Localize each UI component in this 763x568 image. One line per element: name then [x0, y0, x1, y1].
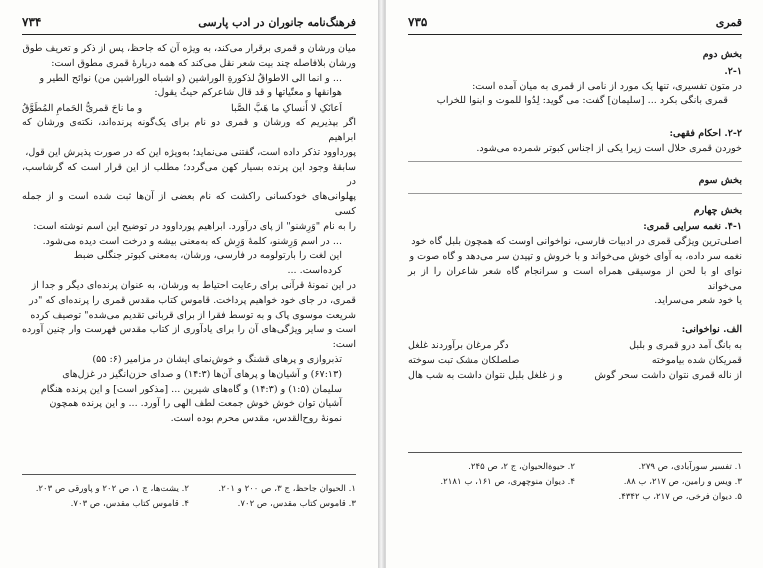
verse-second-hemistich: و ما ناحَ قمریُّ الحَمامِ المُطَوَّقُ: [22, 103, 143, 115]
verse-first-hemistich: قمریکان شده بیاموخته: [651, 354, 742, 366]
verse-first-hemistich: از ناله قمری نتوان داشت سحر گوش: [594, 369, 742, 381]
left-page-number: ۷۳۴: [22, 15, 42, 29]
quote-line: این لغت را بارتولومه در فارسی، ورشان، به‌معنی کبوتر جنگلی ضبط: [73, 250, 342, 262]
paragraph-line: اگر بپذیریم که ورشان و قمری دو نام برای یک‌گونه پرنده‌اند، نکته‌ی ورشان که ابراهیم: [22, 117, 356, 143]
footnote: ۴. قاموس کتاب مقدس، ص ۷۰۳.: [70, 499, 189, 509]
subsection-heading: ۴-۱. نغمه سرایی قمری:: [643, 221, 742, 233]
paragraph-line: در این نمونهٔ قرآنی برای رعایت احتیاط به ورشان، به عنوان پرنده‌ای دیگر و جدا از: [31, 279, 356, 291]
footnote: ۱. تفسیر سورآبادی، ص ۲۷۹.: [638, 462, 742, 472]
footnote: ۴. دیوان منوچهری، ص ۱۶۱، ب ۲۱۸۱.: [440, 477, 575, 487]
section-heading: بخش دوم: [702, 49, 742, 60]
footnote: ۵. دیوان فرخی، ص ۲۱۷، ب ۴۳۴۲.: [618, 492, 742, 502]
paragraph-line: خوردن قمری حلال است زیرا یکی از اجناس کبوتر شمرده می‌شود.: [476, 142, 742, 154]
left-page-body: [22, 42, 356, 427]
quote-line: قمری بانگی بکرد ... [سلیمان] گفت: می گوید: لِدُوا للموت و ابنوا للخراب: [436, 95, 728, 107]
footnote: ۳. قاموس کتاب مقدس، ص ۷۰۲.: [237, 499, 356, 509]
quote-line: ... و انما الی الاطواقُ لذکورةِ الوراشین (و اشباه الوراشین من) نوائح الطیر و: [39, 72, 342, 84]
paragraph-line: شریعت موسوی پاک و به توسط فقرا از برای قربانی تقدیم می‌شده" توصیف کرده: [30, 309, 356, 321]
paragraph-line: است و سایر ویژگی‌های آن را برای یادآوری از کتاب مقدس فهرست وار چنین آورده است:: [22, 324, 356, 351]
quote-line: نمونهٔ روح‌القدس، مقدس محرم بوده است.: [170, 413, 342, 425]
section-divider: [408, 193, 742, 194]
verse-second-hemistich: صلصلکان مشک تبت سوخته: [408, 354, 520, 366]
paragraph-line: سابقهٔ وجود این پرنده بسیار کهن می‌گردد؛ مطلب از این قرار است که گرشاسب، در: [22, 161, 356, 188]
right-page-running-title: قمری: [715, 16, 742, 29]
paragraph-line: را به نام "وَرِشنو" از پای درآورد. ابراهیم پورداوود در توضیح این اسم نوشته است:: [33, 220, 356, 232]
verse-second-hemistich: و ز غلغل بلبل نتوان داشت به شب هال: [408, 369, 563, 381]
quote-line: کرده‌است. ...: [287, 265, 342, 277]
paragraph-line: قمری، در جای خود خواهیم پرداخت. قاموس کتاب مقدس قمری را پرنده‌ای که "در: [29, 294, 356, 306]
quote-line: (۶۷:۱۳) و آشیان‌ها و پرهای آن‌ها (۱۴:۳) و صدای حزن‌انگیز در غزل‌های: [62, 368, 342, 380]
left-page: [0, 0, 379, 568]
arabic-verse: [22, 101, 356, 116]
paragraph-line: میان ورشان و قمری برقرار می‌کند، به ویژه آن که جاحظ، پس از ذکر و تعریف طوق: [22, 43, 356, 54]
paragraph-line: یا خود شعر می‌سراید.: [654, 295, 742, 307]
verse-second-hemistich: دگر مرغان برآوردند غلغل: [408, 339, 509, 351]
subsection-heading: الف. نواخوانی:: [681, 324, 742, 336]
section-heading: بخش چهارم: [693, 204, 742, 216]
right-page-header: [408, 12, 742, 35]
paragraph-line: نوای او با لحن از موسیقی همراه است و سرانجام گاه شعر شاعران را از بر می‌خواند: [408, 265, 742, 292]
left-footnotes: [22, 482, 356, 512]
right-page-number: ۷۳۵: [408, 15, 428, 29]
persian-verse: [408, 338, 742, 353]
footnote: ۲. حیوةالحیوان، ج ۲، ص ۲۴۵.: [468, 462, 575, 472]
section-divider: [408, 161, 742, 162]
right-page-body: [408, 42, 742, 383]
subsection-heading: ۲-۲. احکام فقهی:: [669, 128, 742, 140]
paragraph-line: در متون تفسیری، تنها یک مورد از نامی از قمری به میان آمده است:: [472, 80, 742, 92]
left-page-header: [22, 12, 356, 35]
right-footnote-rule: [408, 452, 742, 453]
paragraph-line: پهلوانی‌های خودکسانی راکشت که نام بعضی از آن‌ها ثبت شده است و از جمله کسی: [22, 191, 356, 217]
section-heading: بخش سوم: [698, 174, 742, 186]
footnote: ۳. ویس و رامین، ص ۲۱۷، ب ۸۸.: [623, 477, 742, 487]
verse-first-hemistich: اَعانَکِ لا أَنساکِ ما هَبَّ الصَّبا: [231, 103, 342, 115]
paragraph-line: نغمه سر داده، به آوای خوش می‌خواند و با خروش و تپیدن سر می‌دهد و گاه صوت و: [409, 250, 742, 262]
quote-line: تذبروازی و پرهای قشنگ و خوش‌نمای ایشان در مزامیر (۶: ۵۵): [92, 353, 342, 365]
left-footnote-rule: [22, 474, 356, 475]
paragraph-line: ورشان بلافاصله چند بیت شعر نقل می‌کند که همه دربارهٔ قمری مطوق است:: [51, 57, 356, 69]
persian-verse: [408, 353, 742, 368]
book-gutter: [378, 0, 385, 568]
quote-line: سلیمان (۱:۵) و (۱۴:۳) و گاه‌های شیرین ... [مذکور است] و این پرنده هنگام: [40, 383, 342, 395]
right-page: [385, 0, 763, 568]
footnote: ۱. الحیوان جاحظ، ج ۳، ص ۲۰۰ و ۲۰۱.: [218, 484, 356, 494]
left-page-running-title: فرهنگ‌نامه جانوران در ادب پارسی: [198, 16, 356, 29]
quote-line: ... در اسم وَرِشنو، کلمهٔ وَرِش که به‌معنی بیشه و درخت است دیده می‌شود.: [42, 235, 342, 247]
paragraph-line: اصلی‌ترین ویژگی قمری در ادبیات فارسی، نواخوانی اوست که همچون بلبل گاه خود: [411, 236, 742, 248]
quote-line: هوانقها و معتّیاتها و قد قال شاعرکم حیثُ یقول:: [154, 87, 342, 99]
quote-line: آشیان توان خوش خوش جمعت لطف الهی را آورد. ... و این پرنده همچون: [49, 398, 342, 410]
right-footnotes: [408, 460, 742, 505]
footnote: ۲. یشت‌ها، ج ۱، ص ۲۰۲ و پاورقی ص ۲۰۳.: [35, 484, 189, 494]
subsection-heading: ۲-۱.: [724, 65, 742, 77]
paragraph-line: پورداوود تذکر داده است، گفتنی می‌نماید؛ به‌ویژه این که در صورت پذیرش این قول،: [25, 146, 356, 158]
persian-verse: [408, 368, 742, 383]
verse-first-hemistich: به بانگ آمد درو قمری و بلبل: [629, 339, 742, 351]
